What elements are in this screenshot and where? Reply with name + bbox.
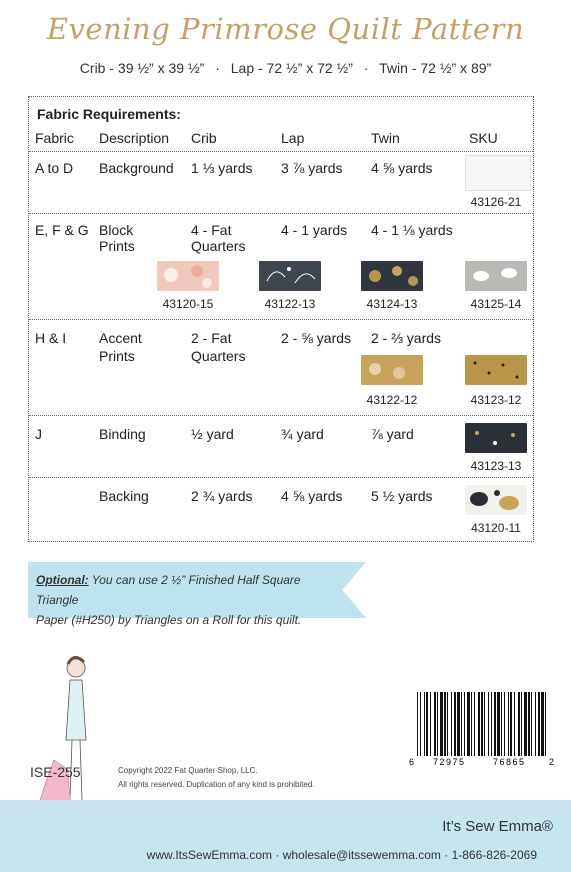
barcode-bar	[514, 692, 515, 756]
size-twin: Twin - 72 ½” x 89”	[379, 60, 492, 76]
barcode-bar	[491, 692, 492, 756]
column-sku: SKU	[469, 130, 498, 146]
barcode-bar	[426, 692, 428, 756]
row-twin: ⅞ yard	[371, 426, 414, 442]
sku-label: 43120-11	[471, 521, 521, 535]
barcode-bar	[440, 692, 443, 756]
row-divider	[29, 151, 533, 152]
barcode-bar	[437, 692, 438, 756]
barcode-bar	[474, 692, 475, 756]
barcode-bar	[447, 692, 448, 756]
floral-print-pattern	[157, 261, 219, 291]
sku-label: 43124-13	[366, 297, 418, 311]
fabric-swatch	[361, 355, 423, 385]
product-code: ISE-255	[30, 764, 81, 780]
barcode-bar	[497, 692, 500, 756]
copyright-line1: Copyright 2022 Fat Quarter Shop, LLC.	[118, 766, 258, 775]
row-twin: 2 - ⅔ yards	[371, 330, 442, 346]
sku-label: 43125-14	[470, 297, 522, 311]
brand-name: It’s Sew Emma®	[442, 818, 553, 835]
barcode-left-digits: 72975	[433, 757, 466, 767]
barcode-check-digit: 2	[549, 757, 555, 767]
barcode-bar	[488, 692, 489, 756]
row-crib: 2 - Fat	[191, 330, 232, 346]
barcode-bar	[524, 692, 527, 756]
row-description: Binding	[99, 426, 146, 442]
barcode-bar	[471, 692, 472, 756]
sku-label: 43122-12	[366, 393, 418, 407]
sku-label: 43126-21	[470, 195, 522, 209]
barcode-bar	[504, 692, 505, 756]
barcode-bar	[478, 692, 480, 756]
row-description-line2: Prints	[99, 348, 135, 364]
row-crib: 1 ⅓ yards	[191, 160, 253, 176]
barcode-bar	[508, 692, 509, 756]
copyright-text	[118, 764, 315, 792]
barcode-bar	[451, 692, 452, 756]
sku-label: 43123-12	[470, 393, 522, 407]
leaf-print-pattern	[259, 261, 321, 291]
barcode-bar	[541, 692, 544, 756]
row-description: Backing	[99, 488, 149, 504]
barcode-bar	[518, 692, 520, 756]
row-lap: 3 ⅞ yards	[281, 160, 343, 176]
size-crib: Crib - 39 ½” x 39 ½”	[79, 60, 205, 76]
row-crib-line2: Quarters	[191, 348, 246, 364]
barcode-bar	[424, 692, 425, 756]
row-twin: 4 - 1 ⅛ yards	[371, 222, 453, 238]
barcode-bar	[545, 692, 546, 756]
barcode-bar	[510, 692, 512, 756]
barcode-bar	[501, 692, 502, 756]
fabric-requirements-table	[28, 96, 534, 542]
fabric-swatch	[465, 355, 527, 385]
sku-label: 43120-15	[162, 297, 214, 311]
optional-line2: Paper (#H250) by Triangles on a Roll for this quilt.	[36, 613, 302, 627]
fabric-swatch	[465, 423, 527, 453]
fabric-swatch	[361, 261, 423, 291]
row-divider	[29, 415, 533, 416]
column-fabric: Fabric	[35, 130, 74, 146]
barcode-right-digits: 76865	[493, 757, 526, 767]
barcode-bar	[481, 692, 483, 756]
row-divider	[29, 319, 533, 320]
row-crib-line2: Quarters	[191, 238, 246, 254]
column-crib: Crib	[191, 130, 217, 146]
barcode-bar	[457, 692, 460, 756]
row-fabric: H & I	[35, 330, 67, 346]
barcode-bar	[420, 692, 421, 756]
row-fabric: J	[35, 426, 42, 442]
size-lap: Lap - 72 ½” x 72 ½”	[230, 60, 353, 76]
table-heading: Fabric Requirements:	[37, 106, 181, 122]
barcode-bar	[464, 692, 465, 756]
white-leaf-pattern	[465, 261, 527, 291]
barcode-lead-digit: 6	[409, 757, 415, 767]
sku-label: 43122-13	[264, 297, 316, 311]
barcode-bar	[531, 692, 532, 756]
barcode-bar	[417, 692, 418, 756]
row-crib: 4 - Fat	[191, 222, 232, 238]
row-description: Accent	[99, 330, 142, 346]
row-crib: ½ yard	[191, 426, 234, 442]
contact-line: www.ItsSewEmma.com · wholesale@itssewemma.com · 1-866-826-2069	[146, 848, 537, 862]
column-twin: Twin	[371, 130, 400, 146]
size-separator: ·	[215, 60, 220, 76]
row-lap: ¾ yard	[281, 426, 324, 442]
row-fabric: E, F & G	[35, 222, 89, 238]
fabric-swatch	[259, 261, 321, 291]
barcode-bar	[461, 692, 462, 756]
dot-print-pattern	[465, 355, 527, 385]
row-twin: 5 ½ yards	[371, 488, 433, 504]
row-divider	[29, 477, 533, 478]
barcode-bar	[454, 692, 456, 756]
barcode-bar	[444, 692, 446, 756]
barcode-bar	[434, 692, 436, 756]
fabric-swatch	[465, 155, 531, 191]
barcode-bar	[538, 692, 540, 756]
barcode-bar	[494, 692, 496, 756]
column-lap: Lap	[281, 130, 305, 146]
optional-line1: You can use 2 ½” Finished Half Square Triangle	[36, 573, 301, 607]
fabric-swatch	[465, 485, 527, 515]
optional-note	[36, 570, 336, 630]
copyright-line2: All rights reserved. Duplication of any kind is prohibited.	[118, 780, 315, 789]
fabric-swatch	[157, 261, 219, 291]
row-twin: 4 ⅝ yards	[371, 160, 433, 176]
gold-floral-pattern	[361, 355, 423, 385]
row-description: Block	[99, 222, 134, 238]
row-lap: 4 ⅝ yards	[281, 488, 343, 504]
size-separator: ·	[363, 60, 369, 76]
sku-label: 43123-13	[470, 459, 522, 473]
fabric-swatch	[465, 261, 527, 291]
barcode-bar	[430, 692, 431, 756]
barcode-bar	[521, 692, 522, 756]
gold-floral-pattern	[361, 261, 423, 291]
black-gold-floral-pattern	[465, 485, 527, 515]
barcode-bar	[484, 692, 485, 756]
row-lap: 4 - 1 yards	[281, 222, 348, 238]
column-description: Description	[99, 130, 170, 146]
row-fabric: A to D	[35, 160, 74, 176]
row-crib: 2 ¾ yards	[191, 488, 253, 504]
optional-label: Optional:	[36, 573, 89, 587]
row-description-line2: Prints	[99, 238, 135, 254]
row-divider	[29, 213, 533, 214]
pattern-title: Evening Primrose Quilt Pattern	[46, 12, 525, 46]
row-description: Background	[99, 160, 174, 176]
size-line	[0, 60, 571, 76]
barcode-bar	[528, 692, 530, 756]
upc-barcode	[407, 688, 557, 768]
row-lap: 2 - ⅝ yards	[281, 330, 352, 346]
barcode-bar	[535, 692, 536, 756]
barcode-bar	[467, 692, 470, 756]
gold-speck-pattern	[465, 423, 527, 453]
